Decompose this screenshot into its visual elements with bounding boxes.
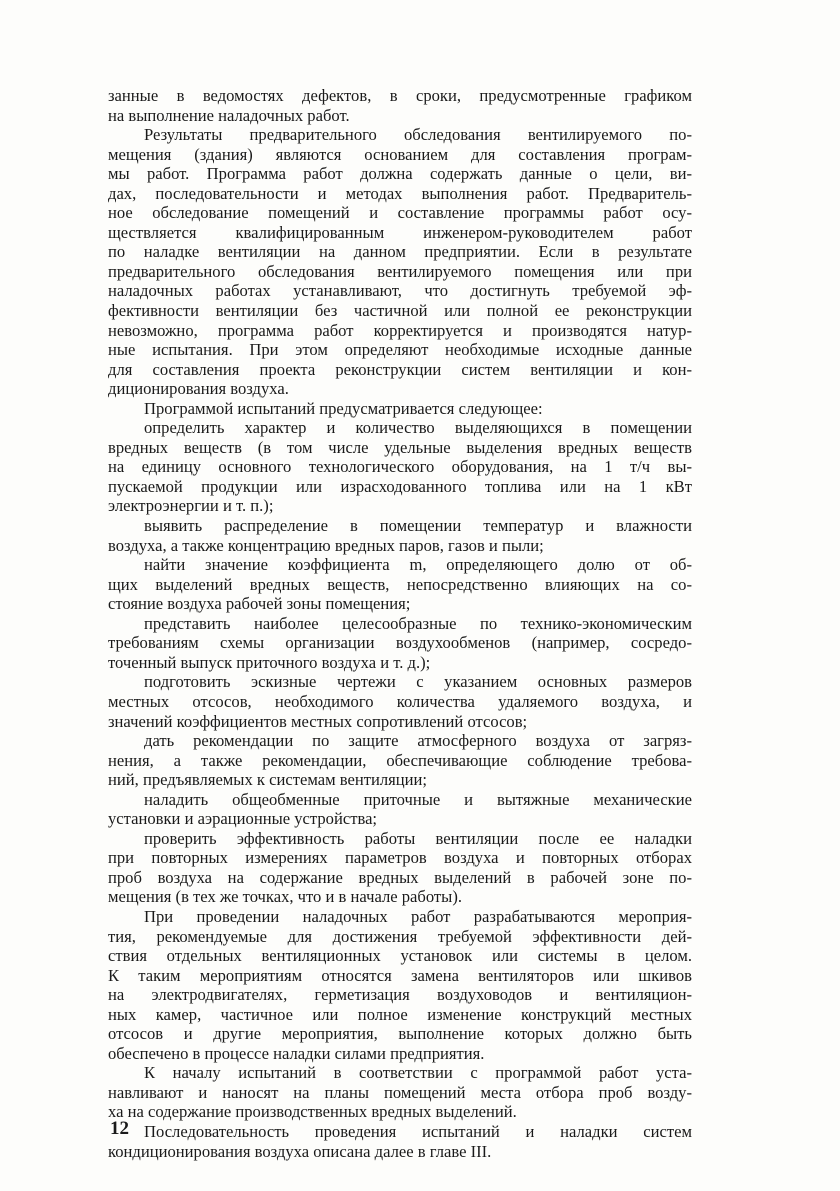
- text-line: стояние воздуха рабочей зоны помещения;: [108, 594, 411, 614]
- text-line: наладочных работах устанавливают, что достигнуть требуемой эф-: [108, 281, 692, 301]
- text-line: значений коэффициентов местных сопротивлений отсосов;: [108, 711, 528, 731]
- text-line: ществляется квалифицированным инженером-руководителем работ: [108, 222, 692, 242]
- text-line: ных камер, частичное или полное изменение конструкций местных: [108, 1004, 692, 1024]
- text-line: Последовательность проведения испытаний и наладки систем: [144, 1121, 692, 1141]
- text-line: проверить эффективность работы вентиляции после ее наладки: [144, 828, 692, 848]
- text-line: Результаты предварительного обследования вентилируемого по-: [144, 125, 692, 145]
- text-line: К началу испытаний в соответствии с программой работ уста-: [144, 1063, 692, 1083]
- text-line: ное обследование помещений и составление программы работ осу-: [108, 203, 692, 223]
- text-line: невозможно, программа работ корректируется и производятся натур-: [108, 320, 692, 340]
- text-line: выявить распределение в помещении температур и влажности: [144, 516, 692, 536]
- text-line: электроэнергии и т. п.);: [108, 496, 274, 516]
- paragraph: [108, 1063, 692, 1122]
- text-line: мещения (в тех же точках, что и в начале работы).: [108, 887, 463, 907]
- paragraph: [108, 1122, 692, 1161]
- paragraph: [108, 418, 692, 516]
- paragraph: [108, 516, 692, 555]
- text-line: установки и аэрационные устройства;: [108, 809, 378, 829]
- text-line: по наладке вентиляции на данном предприятии. Если в результате: [108, 242, 692, 262]
- text-line: подготовить эскизные чертежи с указанием основных размеров: [144, 672, 692, 692]
- text-line: представить наиболее целесообразные по технико-экономическим: [144, 613, 692, 633]
- text-line: мы работ. Программа работ должна содержать данные о цели, ви-: [108, 164, 692, 184]
- text-line: проб воздуха на содержание вредных выделений в рабочей зоне по-: [108, 867, 692, 887]
- paragraph: [108, 555, 692, 614]
- text-line: фективности вентиляции без частичной или полной ее реконструкции: [108, 301, 692, 321]
- text-line: щих выделений вредных веществ, непосредственно влияющих на со-: [108, 574, 692, 594]
- text-line: ствия отдельных вентиляционных установок или системы в целом.: [108, 946, 692, 966]
- text-line: ха на содержание производственных вредных выделений.: [108, 1102, 517, 1122]
- paragraph: [108, 790, 692, 829]
- text-line: кондиционирования воздуха описана далее в главе III.: [108, 1141, 492, 1161]
- paragraph: [108, 731, 692, 790]
- text-line: занные в ведомостях дефектов, в сроки, предусмотренные графиком: [108, 86, 692, 105]
- text-line: местных отсосов, необходимого количества удаляемого воздуха, и: [108, 691, 692, 711]
- paragraph: [108, 614, 692, 673]
- text-line: наладить общеобменные приточные и вытяжные механические: [144, 789, 692, 809]
- text-line: предварительного обследования вентилируемого помещения или при: [108, 261, 692, 281]
- text-line: отсосов и другие мероприятия, выполнение которых должно быть: [108, 1024, 692, 1044]
- text-line: диционирования воздуха.: [108, 379, 289, 399]
- text-line: обеспечено в процессе наладки силами предприятия.: [108, 1043, 485, 1063]
- paragraph: [108, 86, 692, 125]
- paragraph: [108, 125, 692, 399]
- paragraph: [108, 672, 692, 731]
- text-line: При проведении наладочных работ разрабатываются мероприя-: [144, 906, 692, 926]
- text-line: найти значение коэффициента m, определяющего долю от об-: [144, 555, 692, 575]
- text-line: ний, предъявляемых к системам вентиляции;: [108, 770, 428, 790]
- text-line: для составления проекта реконструкции систем вентиляции и кон-: [108, 359, 692, 379]
- paragraph: [108, 399, 692, 419]
- text-line: на единицу основного технологического оборудования, на 1 т/ч вы-: [108, 457, 692, 477]
- text-line: тия, рекомендуемые для достижения требуемой эффективности дей-: [108, 926, 692, 946]
- text-line: Программой испытаний предусматривается следующее:: [144, 398, 543, 418]
- paragraph: [108, 907, 692, 1063]
- text-line: точенный выпуск приточного воздуха и т. д.);: [108, 652, 431, 672]
- text-line: дать рекомендации по защите атмосферного воздуха от загряз-: [144, 731, 692, 751]
- text-line: мещения (здания) являются основанием для составления програм-: [108, 144, 692, 164]
- paragraph: [108, 829, 692, 907]
- text-line: дах, последовательности и методах выполнения работ. Предваритель-: [108, 183, 692, 203]
- text-line: воздуха, а также концентрацию вредных паров, газов и пыли;: [108, 535, 544, 555]
- text-line: пускаемой продукции или израсходованного топлива или на 1 кВт: [108, 476, 692, 496]
- text-line: на выполнение наладочных работ.: [108, 105, 350, 125]
- text-line: К таким мероприятиям относятся замена вентиляторов или шкивов: [108, 965, 692, 985]
- page-number: 12: [110, 1118, 129, 1139]
- text-line: нения, а также рекомендации, обеспечивающие соблюдение требова-: [108, 750, 692, 770]
- text-line: ные испытания. При этом определяют необходимые исходные данные: [108, 340, 692, 360]
- text-line: вредных веществ (в том числе удельные выделения вредных веществ: [108, 437, 692, 457]
- text-line: навливают и наносят на планы помещений места отбора проб возду-: [108, 1082, 692, 1102]
- text-line: требованиям схемы организации воздухообменов (например, сосредо-: [108, 633, 692, 653]
- text-line: при повторных измерениях параметров воздуха и повторных отборах: [108, 848, 692, 868]
- text-line: на электродвигателях, герметизация воздуховодов и вентиляцион-: [108, 985, 692, 1005]
- text-line: определить характер и количество выделяющихся в помещении: [144, 418, 692, 438]
- body-text: [108, 86, 692, 1161]
